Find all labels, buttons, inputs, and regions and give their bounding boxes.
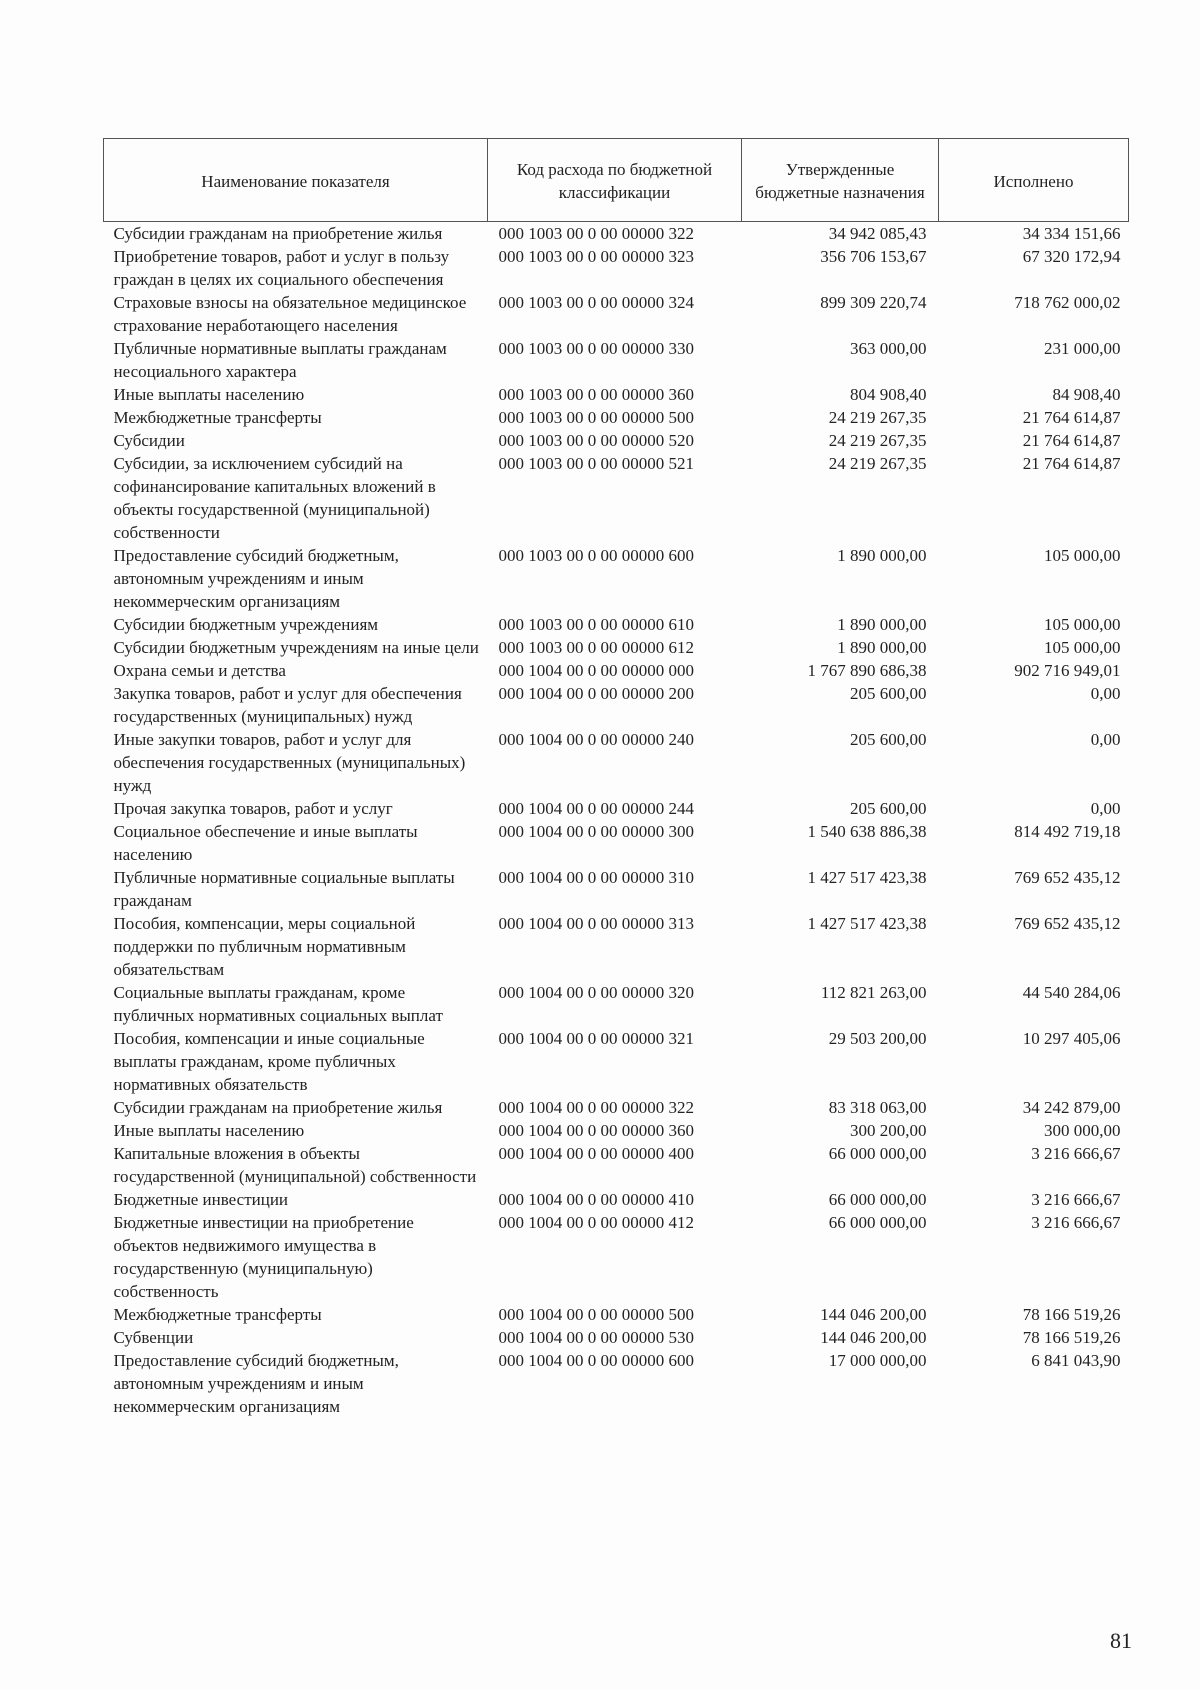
row-code-cell: 000 1004 00 0 00 00000 500: [498, 1305, 694, 1324]
table-row: [104, 981, 1129, 1027]
row-executed-cell: 34 242 879,00: [1022, 1098, 1121, 1117]
table-row: [104, 682, 1129, 728]
row-name-cell: Социальные выплаты гражданам, кроме публичных нормативных социальных выплат: [113, 983, 443, 1025]
row-approved-cell: 1 890 000,00: [837, 615, 927, 634]
table-row: [104, 1303, 1129, 1326]
row-code-cell: 000 1004 00 0 00 00000 410: [498, 1190, 694, 1209]
row-code-cell: 000 1003 00 0 00 00000 360: [498, 385, 694, 404]
row-name-cell: Социальное обеспечение и иные выплаты населению: [113, 822, 418, 864]
row-name-cell: Страховые взносы на обязательное медицинское страхование неработающего населения: [113, 293, 467, 335]
table-row: [104, 222, 1129, 246]
row-approved-cell: 144 046 200,00: [820, 1328, 927, 1347]
table-row: [104, 797, 1129, 820]
table-row: [104, 1349, 1129, 1418]
row-approved-cell: 66 000 000,00: [828, 1213, 927, 1232]
row-approved-cell: 1 890 000,00: [837, 638, 927, 657]
table-row: [104, 1326, 1129, 1349]
row-executed-cell: 3 216 666,67: [1031, 1213, 1121, 1232]
row-approved-cell: 1 427 517 423,38: [807, 868, 927, 887]
row-code-cell: 000 1004 00 0 00 00000 244: [498, 799, 694, 818]
row-approved-cell: 1 540 638 886,38: [807, 822, 927, 841]
row-name-cell: Межбюджетные трансферты: [113, 408, 322, 427]
row-executed-cell: 769 652 435,12: [1014, 868, 1121, 887]
row-executed-cell: 105 000,00: [1044, 615, 1121, 634]
row-executed-cell: 902 716 949,01: [1014, 661, 1121, 680]
row-code-cell: 000 1003 00 0 00 00000 610: [498, 615, 694, 634]
row-name-cell: Бюджетные инвестиции: [113, 1190, 289, 1209]
table-body: [104, 222, 1129, 1419]
row-name-cell: Субсидии, за исключением субсидий на софинансирование капитальных вложений в объекты государственной (муниципальной) собственности: [113, 454, 436, 542]
row-name-cell: Публичные нормативные выплаты гражданам несоциального характера: [113, 339, 447, 381]
table-row: [104, 1211, 1129, 1303]
row-code-cell: 000 1004 00 0 00 00000 320: [498, 983, 694, 1002]
row-executed-cell: 0,00: [1090, 684, 1121, 703]
row-approved-cell: 1 767 890 686,38: [807, 661, 927, 680]
row-name-cell: Предоставление субсидий бюджетным, автономным учреждениям и иным некоммерческим организациям: [113, 546, 399, 611]
header-executed: Исполнено: [939, 139, 1129, 222]
row-name-cell: Иные закупки товаров, работ и услуг для обеспечения государственных (муниципальных) нужд: [113, 730, 466, 795]
row-approved-cell: 356 706 153,67: [820, 247, 927, 266]
row-executed-cell: 78 166 519,26: [1022, 1305, 1121, 1324]
row-name-cell: Пособия, компенсации и иные социальные выплаты гражданам, кроме публичных нормативных обязательств: [113, 1029, 425, 1094]
row-executed-cell: 718 762 000,02: [1014, 293, 1121, 312]
row-approved-cell: 24 219 267,35: [828, 408, 927, 427]
row-name-cell: Капитальные вложения в объекты государственной (муниципальной) собственности: [113, 1144, 477, 1186]
row-approved-cell: 112 821 263,00: [820, 983, 927, 1002]
table-row: [104, 613, 1129, 636]
row-executed-cell: 105 000,00: [1044, 638, 1121, 657]
row-name-cell: Прочая закупка товаров, работ и услуг: [113, 799, 393, 818]
table-row: [104, 429, 1129, 452]
row-name-cell: Субсидии гражданам на приобретение жилья: [113, 224, 443, 243]
row-code-cell: 000 1003 00 0 00 00000 600: [498, 546, 694, 565]
row-name-cell: Иные выплаты населению: [113, 385, 305, 404]
row-approved-cell: 83 318 063,00: [828, 1098, 927, 1117]
row-approved-cell: 1 427 517 423,38: [807, 914, 927, 933]
row-name-cell: Субсидии: [113, 431, 185, 450]
table-row: [104, 291, 1129, 337]
row-executed-cell: 3 216 666,67: [1031, 1190, 1121, 1209]
row-name-cell: Приобретение товаров, работ и услуг в пользу граждан в целях их социального обеспечения: [113, 247, 450, 289]
row-executed-cell: 0,00: [1090, 730, 1121, 749]
table-row: [104, 728, 1129, 797]
header-name: Наименование показателя: [104, 139, 488, 222]
row-approved-cell: 29 503 200,00: [828, 1029, 927, 1048]
row-name-cell: Иные выплаты населению: [113, 1121, 305, 1140]
row-approved-cell: 205 600,00: [850, 684, 927, 703]
row-approved-cell: 17 000 000,00: [828, 1351, 927, 1370]
table-row: [104, 383, 1129, 406]
row-name-cell: Субсидии бюджетным учреждениям: [113, 615, 379, 634]
row-name-cell: Пособия, компенсации, меры социальной поддержки по публичным нормативным обязательствам: [113, 914, 416, 979]
row-code-cell: 000 1003 00 0 00 00000 323: [498, 247, 694, 266]
row-code-cell: 000 1004 00 0 00 00000 000: [498, 661, 694, 680]
row-approved-cell: 24 219 267,35: [828, 431, 927, 450]
row-executed-cell: 21 764 614,87: [1022, 454, 1121, 473]
table-row: [104, 1188, 1129, 1211]
row-code-cell: 000 1003 00 0 00 00000 520: [498, 431, 694, 450]
table-row: [104, 337, 1129, 383]
table-row: [104, 912, 1129, 981]
table-row: [104, 406, 1129, 429]
row-code-cell: 000 1004 00 0 00 00000 360: [498, 1121, 694, 1140]
row-executed-cell: 769 652 435,12: [1014, 914, 1121, 933]
row-executed-cell: 814 492 719,18: [1014, 822, 1121, 841]
table-row: [104, 866, 1129, 912]
table-row: [104, 659, 1129, 682]
row-approved-cell: 363 000,00: [850, 339, 927, 358]
row-code-cell: 000 1004 00 0 00 00000 412: [498, 1213, 694, 1232]
row-name-cell: Публичные нормативные социальные выплаты гражданам: [113, 868, 455, 910]
row-approved-cell: 899 309 220,74: [820, 293, 927, 312]
row-executed-cell: 78 166 519,26: [1022, 1328, 1121, 1347]
row-approved-cell: 205 600,00: [850, 799, 927, 818]
row-approved-cell: 300 200,00: [850, 1121, 927, 1140]
row-approved-cell: 66 000 000,00: [828, 1190, 927, 1209]
row-executed-cell: 34 334 151,66: [1022, 224, 1121, 243]
row-approved-cell: 144 046 200,00: [820, 1305, 927, 1324]
row-name-cell: Субвенции: [113, 1328, 194, 1347]
table-row: [104, 245, 1129, 291]
row-code-cell: 000 1003 00 0 00 00000 500: [498, 408, 694, 427]
row-code-cell: 000 1004 00 0 00 00000 200: [498, 684, 694, 703]
table-row: [104, 452, 1129, 544]
row-executed-cell: 6 841 043,90: [1031, 1351, 1121, 1370]
row-approved-cell: 24 219 267,35: [828, 454, 927, 473]
budget-execution-table: [103, 138, 1129, 1418]
row-code-cell: 000 1003 00 0 00 00000 330: [498, 339, 694, 358]
header-code: Код расхода по бюджетной классификации: [488, 139, 742, 222]
row-executed-cell: 0,00: [1090, 799, 1121, 818]
table-header: [104, 139, 1129, 222]
table-row: [104, 1119, 1129, 1142]
row-name-cell: Предоставление субсидий бюджетным, автономным учреждениям и иным некоммерческим организациям: [113, 1351, 399, 1416]
row-approved-cell: 205 600,00: [850, 730, 927, 749]
page-number: 81: [1110, 1628, 1132, 1653]
row-approved-cell: 34 942 085,43: [828, 224, 927, 243]
header-approved: Утвержденные бюджетные назначения: [742, 139, 939, 222]
row-code-cell: 000 1004 00 0 00 00000 400: [498, 1144, 694, 1163]
row-code-cell: 000 1004 00 0 00 00000 530: [498, 1328, 694, 1347]
row-code-cell: 000 1003 00 0 00 00000 612: [498, 638, 694, 657]
table-row: [104, 1096, 1129, 1119]
row-code-cell: 000 1004 00 0 00 00000 600: [498, 1351, 694, 1370]
row-code-cell: 000 1004 00 0 00 00000 240: [498, 730, 694, 749]
row-code-cell: 000 1004 00 0 00 00000 300: [498, 822, 694, 841]
row-code-cell: 000 1003 00 0 00 00000 324: [498, 293, 694, 312]
row-executed-cell: 21 764 614,87: [1022, 408, 1121, 427]
row-approved-cell: 1 890 000,00: [837, 546, 927, 565]
row-executed-cell: 231 000,00: [1044, 339, 1121, 358]
row-name-cell: Субсидии гражданам на приобретение жилья: [113, 1098, 443, 1117]
table-row: [104, 1027, 1129, 1096]
row-executed-cell: 300 000,00: [1044, 1121, 1121, 1140]
row-name-cell: Межбюджетные трансферты: [113, 1305, 322, 1324]
row-code-cell: 000 1004 00 0 00 00000 322: [498, 1098, 694, 1117]
row-name-cell: Бюджетные инвестиции на приобретение объектов недвижимого имущества в государственную (муниципальную) собственность: [113, 1213, 414, 1301]
row-approved-cell: 66 000 000,00: [828, 1144, 927, 1163]
row-executed-cell: 84 908,40: [1052, 385, 1121, 404]
row-code-cell: 000 1004 00 0 00 00000 313: [498, 914, 694, 933]
row-executed-cell: 21 764 614,87: [1022, 431, 1121, 450]
row-executed-cell: 3 216 666,67: [1031, 1144, 1121, 1163]
row-executed-cell: 10 297 405,06: [1022, 1029, 1121, 1048]
row-executed-cell: 105 000,00: [1044, 546, 1121, 565]
table-row: [104, 544, 1129, 613]
row-code-cell: 000 1004 00 0 00 00000 321: [498, 1029, 694, 1048]
row-name-cell: Субсидии бюджетным учреждениям на иные цели: [113, 638, 479, 657]
row-executed-cell: 44 540 284,06: [1022, 983, 1121, 1002]
table-row: [104, 820, 1129, 866]
row-code-cell: 000 1004 00 0 00 00000 310: [498, 868, 694, 887]
row-name-cell: Охрана семьи и детства: [113, 661, 286, 680]
row-code-cell: 000 1003 00 0 00 00000 521: [498, 454, 694, 473]
row-code-cell: 000 1003 00 0 00 00000 322: [498, 224, 694, 243]
row-name-cell: Закупка товаров, работ и услуг для обеспечения государственных (муниципальных) нужд: [113, 684, 462, 726]
table-row: [104, 636, 1129, 659]
row-approved-cell: 804 908,40: [850, 385, 927, 404]
table-row: [104, 1142, 1129, 1188]
row-executed-cell: 67 320 172,94: [1022, 247, 1121, 266]
